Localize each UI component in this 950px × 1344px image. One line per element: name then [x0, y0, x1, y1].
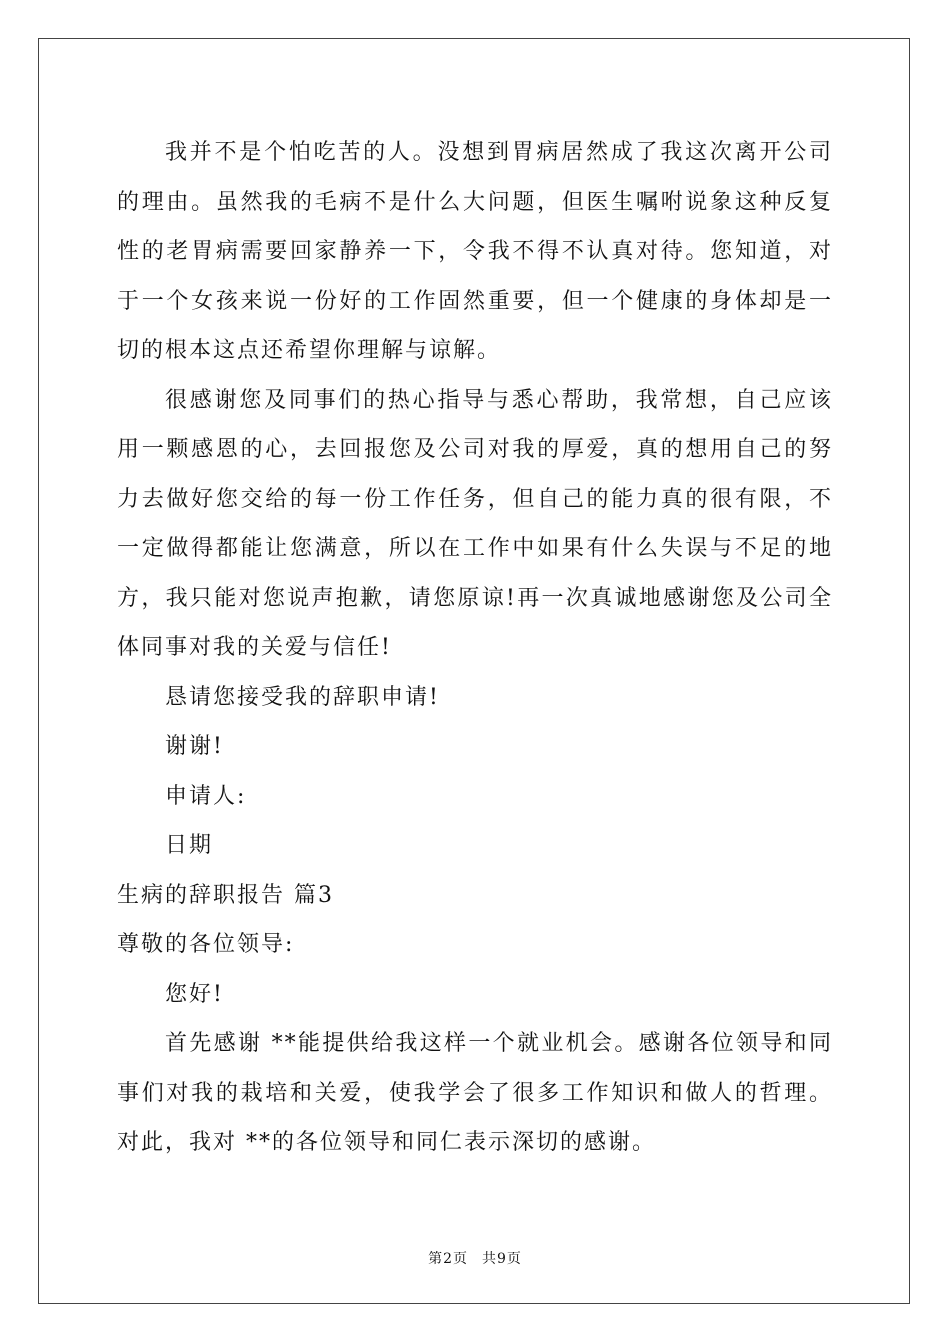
date-line: 日期 [165, 833, 214, 858]
paragraph-request: 恳请您接受我的辞职申请! [165, 684, 440, 710]
applicant-line: 申请人: [165, 783, 247, 809]
page-footer [0, 1248, 950, 1268]
document-body [117, 128, 833, 1168]
paragraph-opening: 首先感谢 **能提供给我这样一个就业机会。感谢各位领导和同事们对我的栽培和关爱，使我学会了很多工作知识和做人的哲理。对此，我对 **的各位领导和同仁表示深切的感谢。 [117, 1031, 833, 1155]
paragraph-illness-reason: 我并不是个怕吃苦的人。没想到胃病居然成了我这次离开公司的理由。虽然我的毛病不是什么大问题，但医生嘱咐说象这种反复性的老胃病需要回家静养一下，令我不得不认真对待。您知道，对于一个女孩来说一份好的工作固然重要，但一个健康的身体却是一切的根本这点还希望你理解与谅解。 [117, 140, 833, 363]
paragraph-thanks: 谢谢! [165, 734, 224, 759]
greeting: 您好! [165, 981, 224, 1007]
salutation: 尊敬的各位领导: [117, 932, 295, 957]
page-number: 第2页 [428, 1251, 468, 1267]
section-heading: 生病的辞职报告 篇3 [117, 882, 334, 908]
paragraph-gratitude: 很感谢您及同事们的热心指导与悉心帮助，我常想，自己应该用一颗感恩的心，去回报您及公司对我的厚爱，真的想用自己的努力去做好您交给的每一份工作任务，但自己的能力真的很有限，不一定做得都能让您满意，所以在工作中如果有什么失误与不足的地方，我只能对您说声抱歉，请您原谅!再一次真诚地感谢您及公司全体同事对我的关爱与信任! [117, 387, 833, 660]
page-total: 共9页 [482, 1251, 522, 1267]
